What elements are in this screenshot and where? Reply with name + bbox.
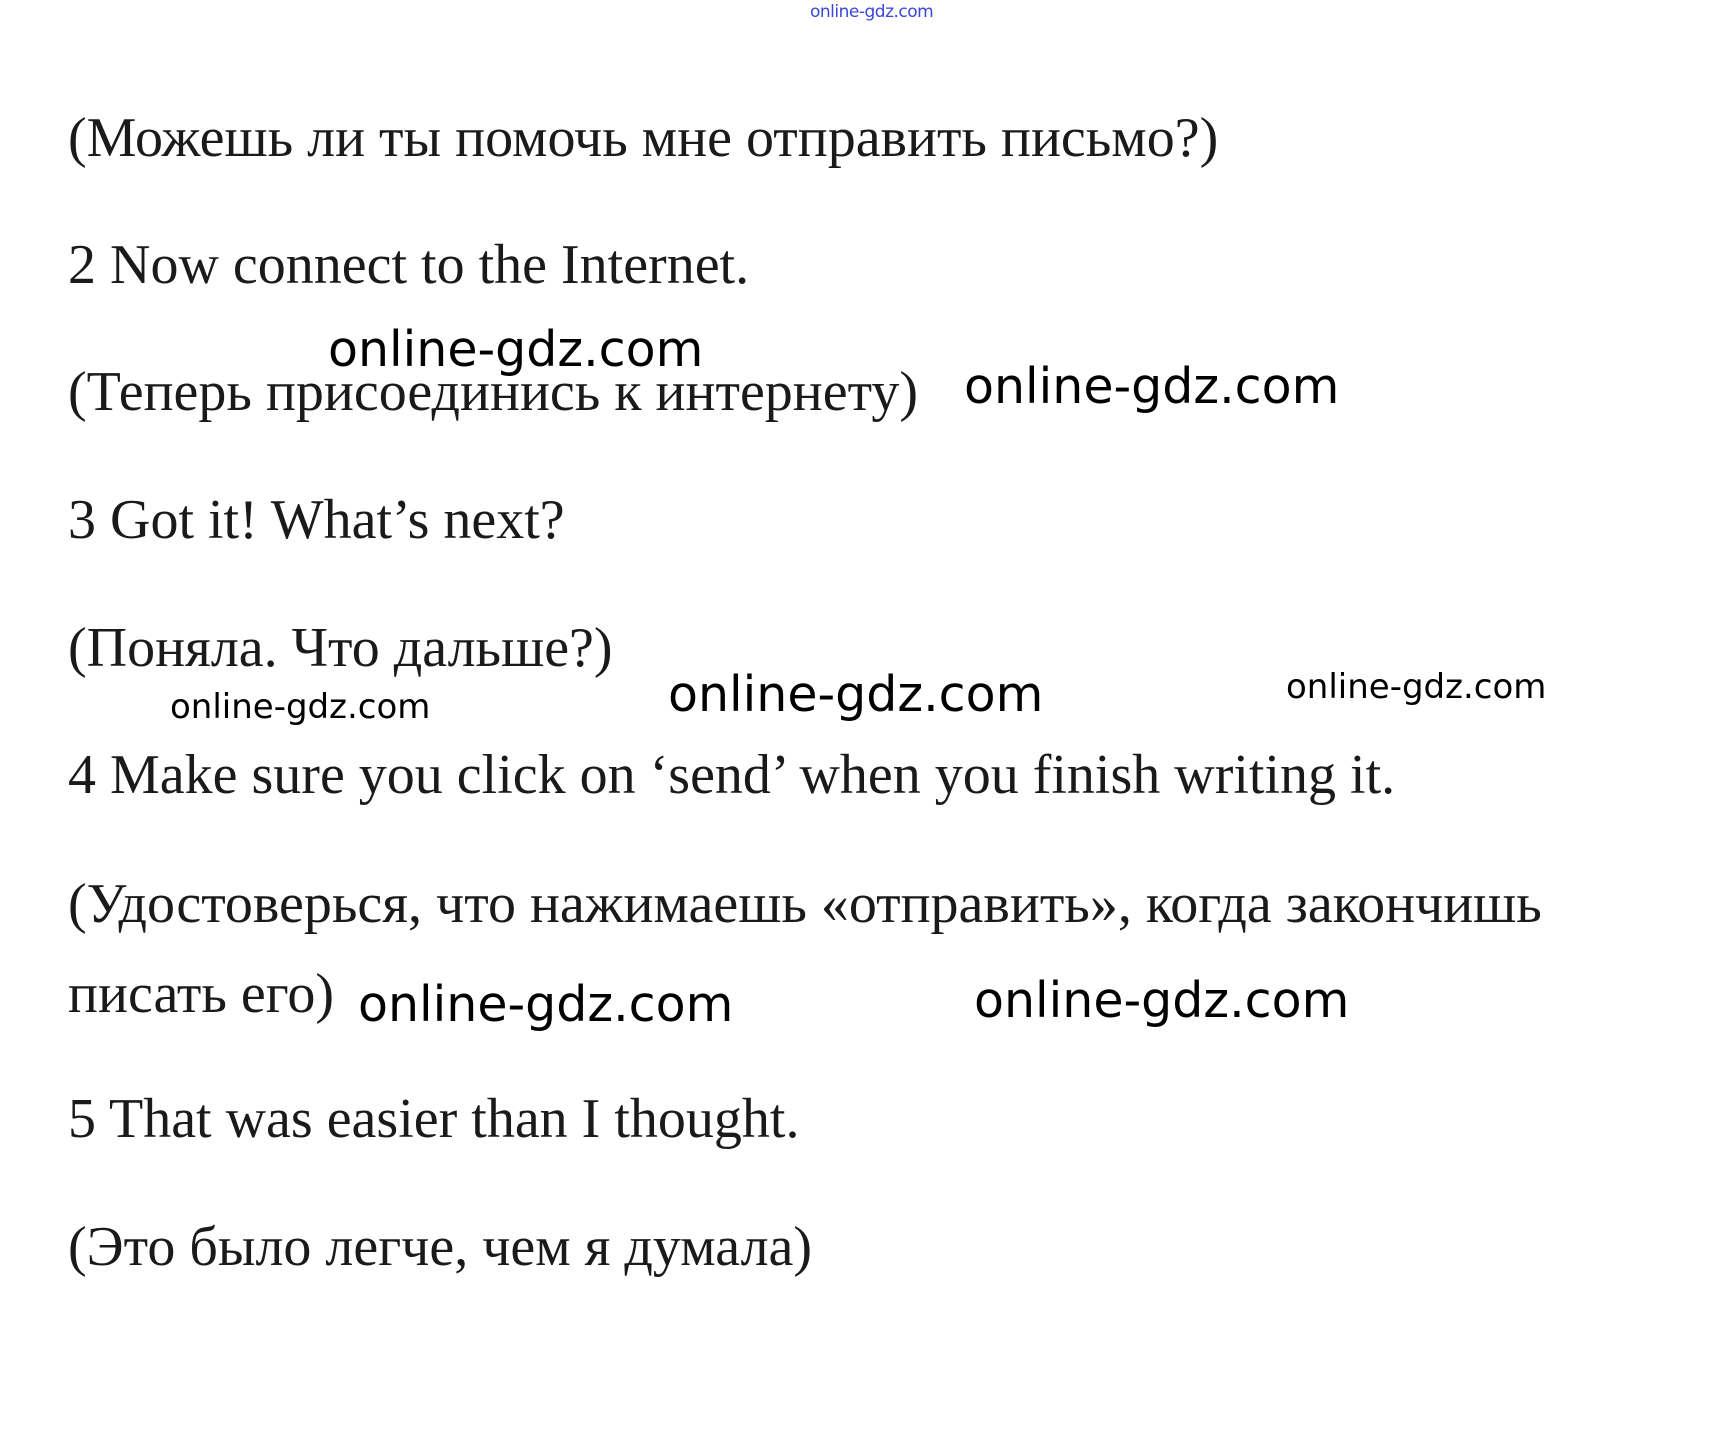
text-line-5: (Поняла. Что дальше?): [68, 617, 613, 679]
text-line-8: писать его): [68, 963, 334, 1025]
text-line-9: 5 That was easier than I thought.: [68, 1088, 800, 1150]
watermark-1: online-gdz.com: [328, 321, 704, 378]
watermark-2: online-gdz.com: [964, 358, 1340, 415]
watermark-5: online-gdz.com: [1286, 667, 1547, 707]
text-line-3: (Теперь присоединись к интернету): [68, 361, 919, 423]
text-line-1: (Можешь ли ты помочь мне отправить письмо?): [68, 107, 1219, 169]
watermark-7: online-gdz.com: [974, 972, 1350, 1029]
watermark-4: online-gdz.com: [668, 666, 1044, 723]
watermark-6: online-gdz.com: [358, 976, 734, 1033]
text-line-6: 4 Make sure you click on ‘send’ when you finish writing it.: [68, 744, 1396, 806]
text-line-2: 2 Now connect to the Internet.: [68, 234, 750, 296]
text-line-10: (Это было легче, чем я думала): [68, 1216, 813, 1278]
header-watermark: online-gdz.com: [810, 2, 934, 22]
text-line-7: (Удостоверься, что нажимаешь «отправить», когда закончишь: [68, 873, 1542, 935]
text-line-4: 3 Got it! What’s next?: [68, 489, 565, 551]
watermark-3: online-gdz.com: [170, 687, 431, 727]
